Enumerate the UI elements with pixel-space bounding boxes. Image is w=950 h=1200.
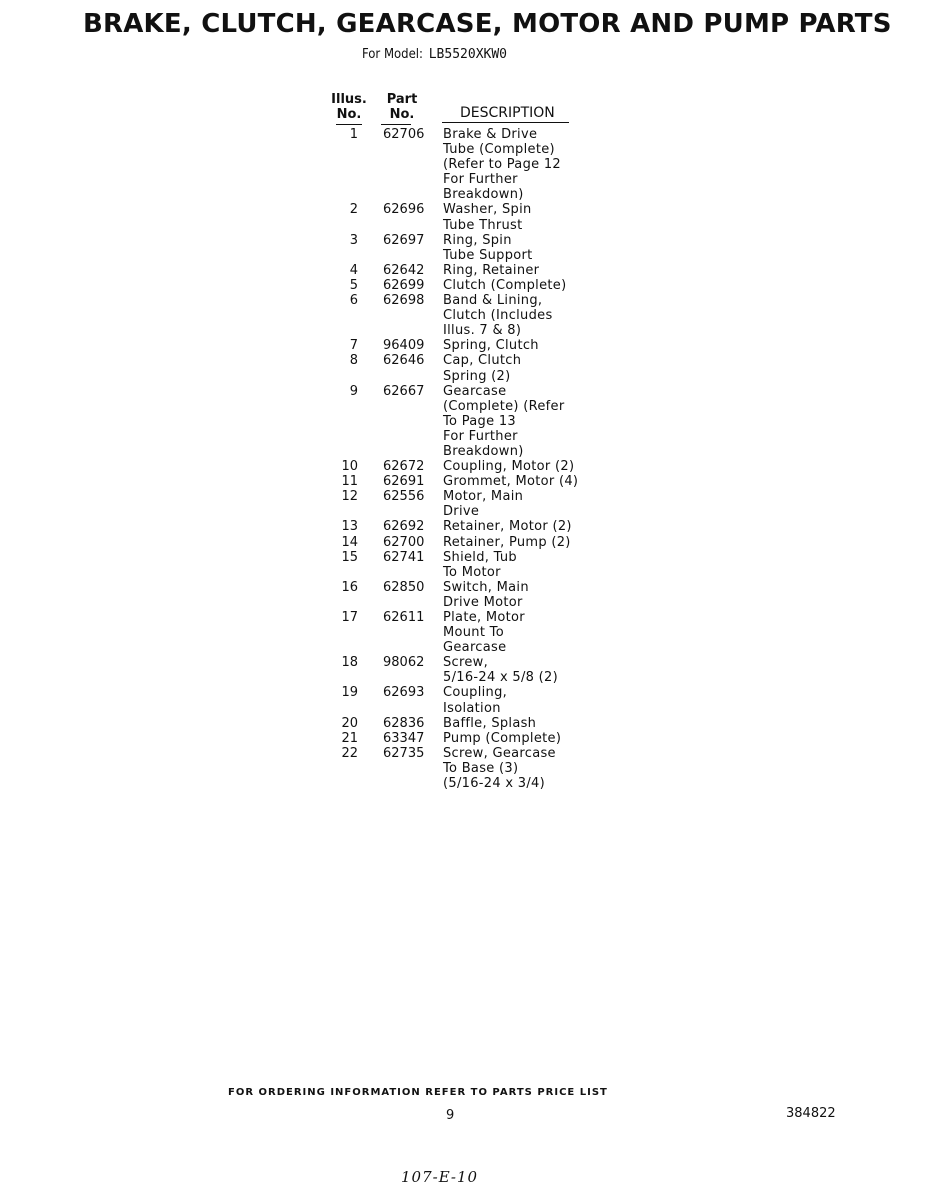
part-description: Ring, Spin Tube Support (443, 232, 533, 263)
illus-number: 21 (341, 730, 358, 746)
part-number: 98062 (383, 655, 425, 671)
table-row (320, 474, 620, 489)
part-number: 62646 (383, 353, 425, 369)
illus-number: 11 (341, 474, 358, 490)
part-description: Motor, Main Drive (443, 489, 524, 520)
illus-number: 20 (341, 715, 358, 731)
part-description: Screw, Gearcase To Base (3) (5/16-24 x 3/4) (443, 745, 556, 792)
illus-number: 7 (349, 338, 358, 354)
table-row (320, 535, 620, 550)
part-number: 62692 (383, 519, 425, 535)
model-number: LB5520XKW0 (428, 47, 508, 62)
table-row (320, 202, 620, 232)
illus-number: 17 (341, 610, 358, 625)
illus-number: 14 (341, 534, 358, 550)
table-row (320, 384, 620, 459)
part-description: Baffle, Splash (443, 715, 537, 731)
model-label: For Model: (362, 47, 424, 62)
parts-list (320, 127, 620, 791)
part-number: 62741 (383, 549, 425, 565)
table-row (320, 716, 620, 731)
table-row (320, 127, 620, 202)
illus-number: 3 (349, 232, 358, 248)
part-number: 96409 (383, 338, 425, 354)
part-description: Plate, Motor Mount To Gearcase (443, 610, 525, 656)
part-number: 62672 (383, 459, 425, 475)
part-description: Spring, Clutch (443, 338, 539, 354)
illus-number: 13 (341, 519, 358, 535)
document-number: 384822 (786, 1106, 836, 1121)
table-row (320, 278, 620, 293)
part-description: Pump (Complete) (443, 730, 562, 746)
illus-number: 12 (341, 489, 358, 505)
illus-number: 4 (349, 262, 358, 278)
table-row (320, 580, 620, 610)
part-number: 62556 (383, 489, 425, 505)
part-description: Grommet, Motor (4) (443, 474, 579, 490)
illus-number: 16 (341, 579, 358, 595)
table-row (320, 519, 620, 534)
table-row (320, 610, 620, 655)
part-number: 62642 (383, 262, 425, 278)
part-number: 62611 (383, 610, 425, 625)
part-number: 62693 (383, 685, 425, 701)
part-description: Clutch (Complete) (443, 277, 567, 293)
table-row (320, 746, 620, 791)
part-number: 63347 (383, 730, 425, 746)
table-row (320, 233, 620, 263)
illus-number: 6 (349, 293, 358, 309)
part-description: Washer, Spin Tube Thrust (443, 202, 532, 233)
illus-number: 5 (349, 277, 358, 293)
part-description: Retainer, Pump (2) (443, 534, 571, 550)
illus-number: 10 (341, 459, 358, 475)
table-row (320, 263, 620, 278)
part-number: 62691 (383, 474, 425, 490)
part-description: Switch, Main Drive Motor (443, 579, 529, 610)
part-description: Coupling, Isolation (443, 685, 508, 716)
part-description: Brake & Drive Tube (Complete) (Refer to Page 12 For Further Breakdown) (443, 127, 561, 203)
part-description: Retainer, Motor (2) (443, 519, 572, 535)
part-description: Gearcase (Complete) (Refer To Page 13 For Further Breakdown) (443, 383, 565, 459)
illus-number: 1 (349, 127, 358, 142)
part-description: Shield, Tub To Motor (443, 549, 517, 580)
part-number: 62850 (383, 579, 425, 595)
table-row (320, 459, 620, 474)
table-row (320, 655, 620, 685)
part-description: Band & Lining, Clutch (Includes Illus. 7 & 8) (443, 293, 553, 339)
illus-number: 2 (349, 202, 358, 218)
part-number: 62706 (383, 127, 425, 142)
illus-number: 19 (341, 685, 358, 701)
part-number: 62667 (383, 383, 425, 399)
illus-number: 18 (341, 655, 358, 671)
table-row (320, 338, 620, 353)
column-header-description: DESCRIPTION (442, 106, 569, 123)
page-title: BRAKE, CLUTCH, GEARCASE, MOTOR AND PUMP PARTS (83, 9, 892, 39)
table-row (320, 685, 620, 715)
part-description: Screw, 5/16-24 x 5/8 (2) (443, 655, 558, 686)
ordering-note: FOR ORDERING INFORMATION REFER TO PARTS PRICE LIST (228, 1087, 608, 1098)
part-number: 62700 (383, 534, 425, 550)
illus-number: 8 (349, 353, 358, 369)
column-header-part: Part No. (386, 92, 418, 122)
page-number: 9 (446, 1108, 455, 1123)
handwritten-code: 107-E-10 (401, 1168, 479, 1186)
part-description: Coupling, Motor (2) (443, 459, 575, 475)
header-rule-part (381, 124, 411, 125)
part-number: 62735 (383, 745, 425, 761)
table-row (320, 293, 620, 338)
part-number: 62696 (383, 202, 425, 218)
table-row (320, 731, 620, 746)
model-line (362, 47, 507, 62)
part-number: 62836 (383, 715, 425, 731)
table-row (320, 550, 620, 580)
part-number: 62698 (383, 293, 425, 309)
table-row (320, 489, 620, 519)
illus-number: 15 (341, 549, 358, 565)
part-description: Ring, Retainer (443, 262, 540, 278)
column-header-illus: Illus. No. (331, 92, 367, 122)
part-number: 62697 (383, 232, 425, 248)
table-row (320, 353, 620, 383)
part-description: Cap, Clutch Spring (2) (443, 353, 522, 384)
part-number: 62699 (383, 277, 425, 293)
header-rule-illus (336, 124, 362, 125)
illus-number: 9 (349, 383, 358, 399)
illus-number: 22 (341, 745, 358, 761)
